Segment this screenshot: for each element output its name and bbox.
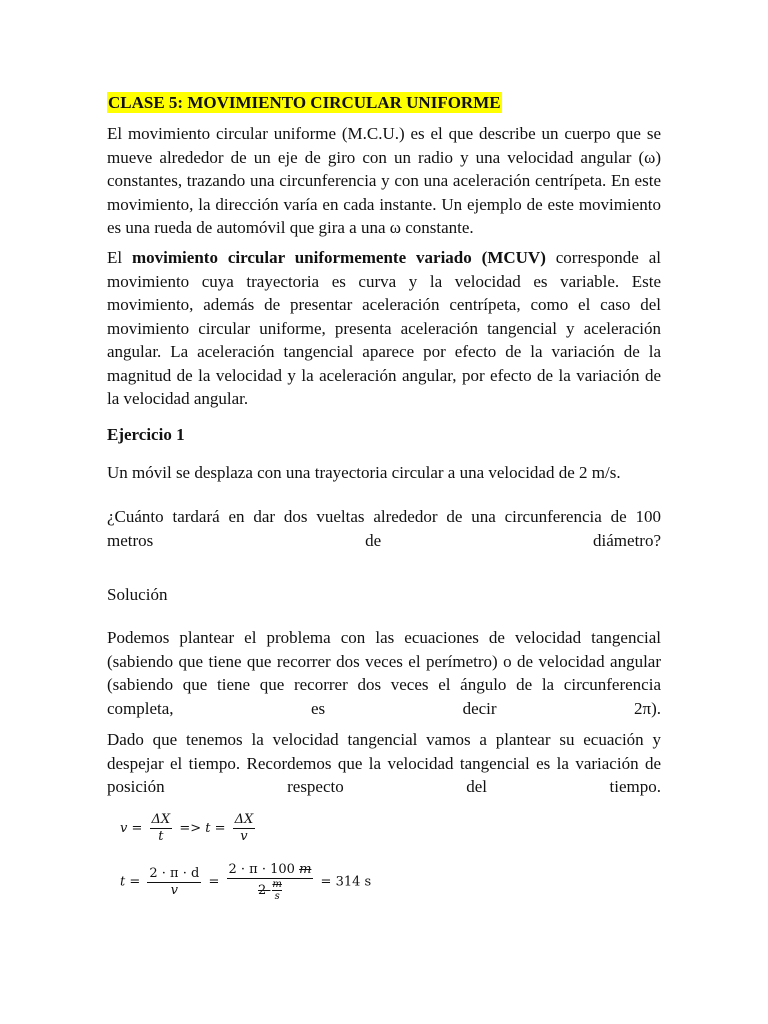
eq2-fraction-1 (147, 866, 201, 899)
eq2-den2-unit-num: m (272, 879, 282, 890)
equation-velocity (120, 812, 258, 845)
paragraph-mcuv (107, 246, 661, 411)
solution-paragraph-1: Podemos plantear el problema con las ecuaciones de velocidad tangencial (sabiendo que tiene que recorrer dos veces el perímetro) o de velocidad angular (sabiendo que tiene que recorrer dos veces el ángulo de la circunferencia completa, es decir 2π). (107, 628, 661, 718)
paragraph-mcu: El movimiento circular uniforme (M.C.U.) es el que describe un cuerpo que se mueve alrededor de un eje de giro con un radio y una velocidad angular (ω) constantes, trazando una circunferencia y con una aceleración centrípeta. En este movimiento, la dirección varía en cada instante. Un ejemplo de este movimiento es una rueda de automóvil que gira a una ω constante. (107, 124, 661, 237)
eq1-arrow: => t = (179, 821, 226, 836)
exercise-statement: Un móvil se desplaza con una trayectoria circular a una velocidad de 2 m/s. (107, 463, 621, 482)
eq1-num1: ΔX (151, 812, 171, 827)
mcuv-intro: El (107, 248, 133, 267)
eq2-den2-unit (272, 879, 281, 902)
exercise-heading: Ejercicio 1 (107, 425, 185, 444)
eq2-den2-value: 2 (258, 883, 271, 898)
eq2-den2 (256, 879, 284, 902)
eq2-num2-unit: m (299, 862, 312, 877)
eq2-lhs: t = (120, 874, 141, 890)
eq1-fraction-1 (150, 812, 173, 845)
eq2-num1: 2 · π · d (149, 865, 200, 881)
page-title: CLASE 5: MOVIMIENTO CIRCULAR UNIFORME (108, 93, 501, 112)
solution-heading: Solución (107, 585, 168, 604)
eq2-fraction-2 (227, 862, 314, 902)
eq2-equals: = (208, 874, 220, 890)
eq2-num2-value: 2 · π · 100 (228, 862, 300, 877)
eq1-fraction-2 (233, 812, 256, 845)
equation-time (120, 862, 371, 902)
exercise-question: ¿Cuánto tardará en dar dos vueltas alrededor de una circunferencia de 100 metros de diámetro? (107, 507, 661, 550)
mcuv-body: corresponde al movimiento cuya trayectoria es curva y la velocidad es variable. Este movimiento, además de presentar aceleración centrípeta, como el caso del movimiento circular uniforme, presenta aceleración tangencial y aceleración angular. La aceleración tangencial aparece por efecto de la variación de la magnitud de la velocidad y la aceleración angular, por efecto de la variación de la velocidad angular. (107, 248, 662, 408)
eq1-den2: v (240, 829, 248, 844)
solution-paragraph-2: Dado que tenemos la velocidad tangencial vamos a plantear su ecuación y despejar el tiempo. Recordemos que la velocidad tangencial es la variación de posición respecto del tiempo. (107, 730, 661, 796)
eq2-result: = 314 s (320, 874, 372, 890)
eq1-den1: t (158, 829, 164, 844)
eq1-num2: ΔX (234, 812, 254, 827)
eq2-den2-unit-den: s (274, 891, 280, 902)
mcuv-term: movimiento circular uniformemente variado (MCUV) (132, 248, 546, 267)
eq2-den1: v (170, 882, 179, 898)
eq1-lhs: v = (120, 821, 143, 836)
eq2-num2 (227, 862, 314, 879)
